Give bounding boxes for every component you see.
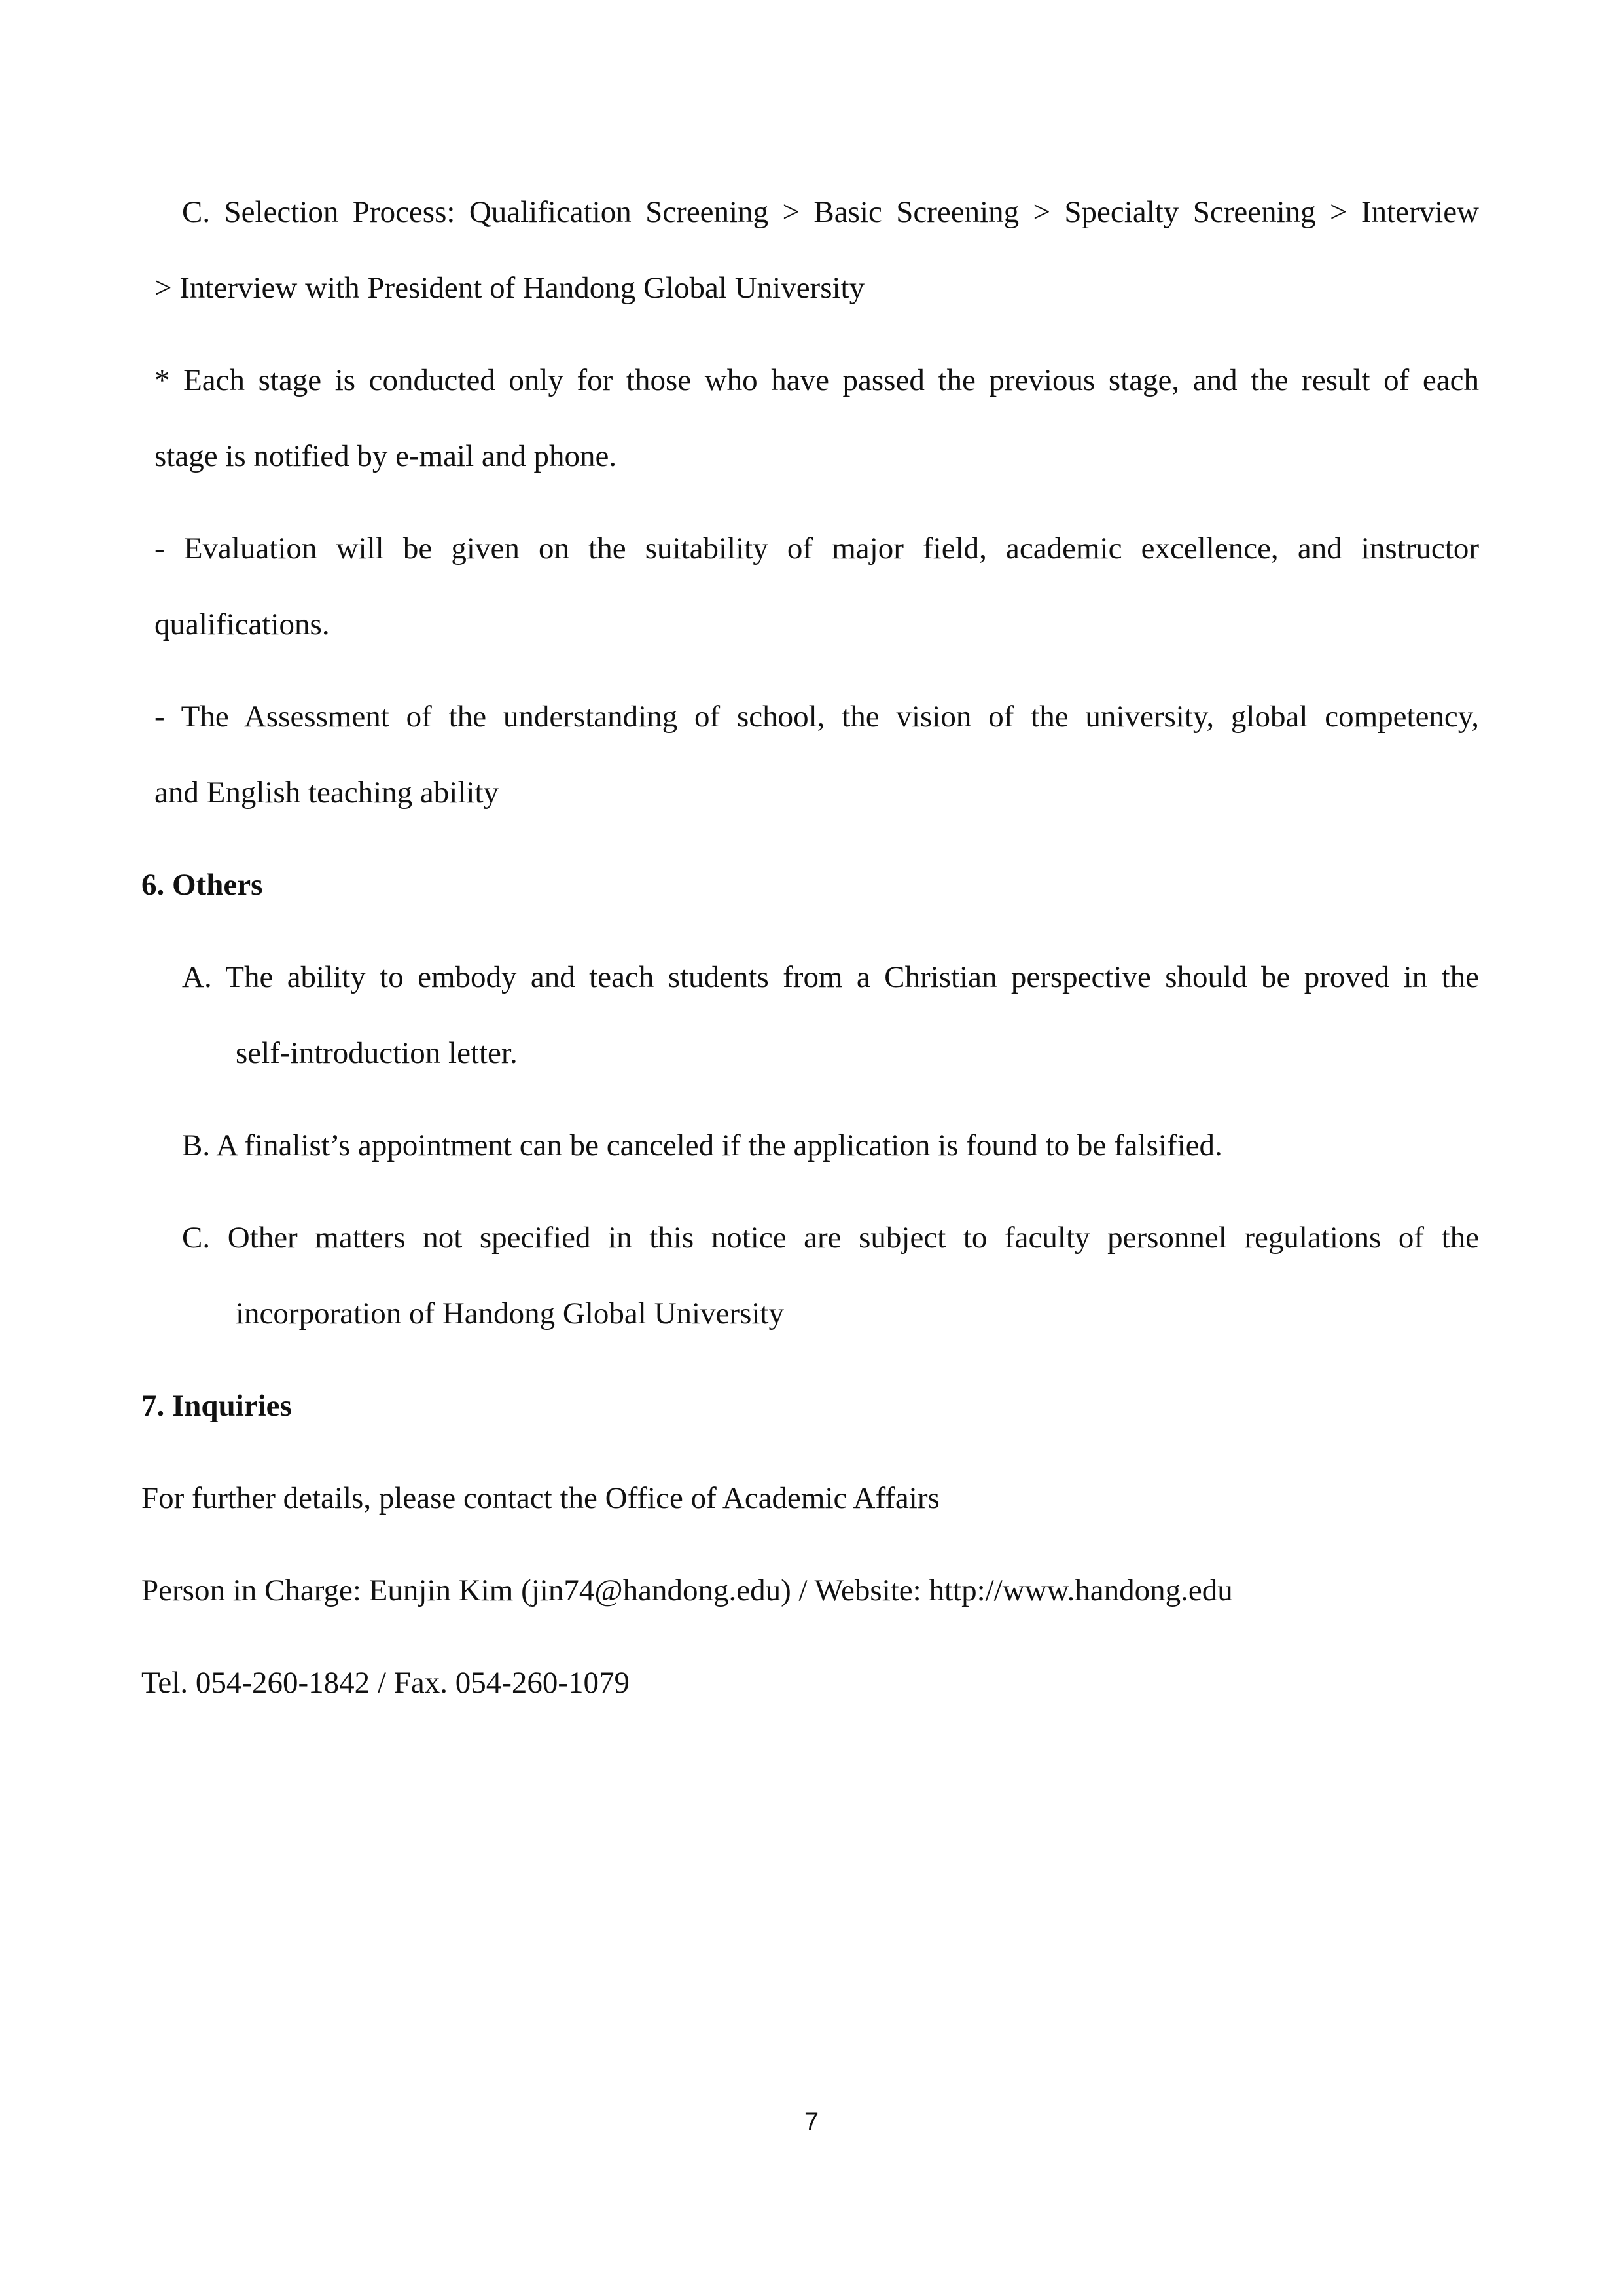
inquiries-heading: 7. Inquiries bbox=[141, 1389, 292, 1423]
selection-process-line-2: > Interview with President of Handong Global University bbox=[154, 271, 865, 305]
inquiries-person-in-charge: Person in Charge: Eunjin Kim (jin74@handong.edu) / Website: http://www.handong.edu bbox=[141, 1573, 1233, 1607]
others-heading: 6. Others bbox=[141, 868, 263, 902]
evaluation-line-1: - Evaluation will be given on the suitability of major field, academic excellence, and instructor bbox=[154, 531, 1479, 565]
assessment-line-1: - The Assessment of the understanding of school, the vision of the university, global competency, bbox=[154, 700, 1479, 734]
stage-note-line-1: * Each stage is conducted only for those who have passed the previous stage, and the result of each bbox=[154, 363, 1479, 397]
inquiries-contact-office: For further details, please contact the Office of Academic Affairs bbox=[141, 1481, 940, 1515]
assessment-line-2: and English teaching ability bbox=[154, 776, 499, 810]
others-item-a-line-1: A. The ability to embody and teach students from a Christian perspective should be proved in the bbox=[182, 960, 1479, 994]
inquiries-phone-fax: Tel. 054-260-1842 / Fax. 054-260-1079 bbox=[141, 1666, 630, 1700]
stage-note-line-2: stage is notified by e-mail and phone. bbox=[154, 439, 617, 473]
page-number: 7 bbox=[804, 2108, 819, 2136]
others-item-c-line-2: incorporation of Handong Global University bbox=[236, 1297, 784, 1331]
others-item-a-line-2: self-introduction letter. bbox=[236, 1036, 518, 1070]
others-item-c-line-1: C. Other matters not specified in this notice are subject to faculty personnel regulations of the bbox=[182, 1221, 1479, 1255]
others-item-b: B. A finalist’s appointment can be canceled if the application is found to be falsified. bbox=[182, 1128, 1222, 1162]
selection-process-line-1: C. Selection Process: Qualification Screening > Basic Screening > Specialty Screening > Interview bbox=[182, 195, 1479, 229]
evaluation-line-2: qualifications. bbox=[154, 607, 330, 641]
